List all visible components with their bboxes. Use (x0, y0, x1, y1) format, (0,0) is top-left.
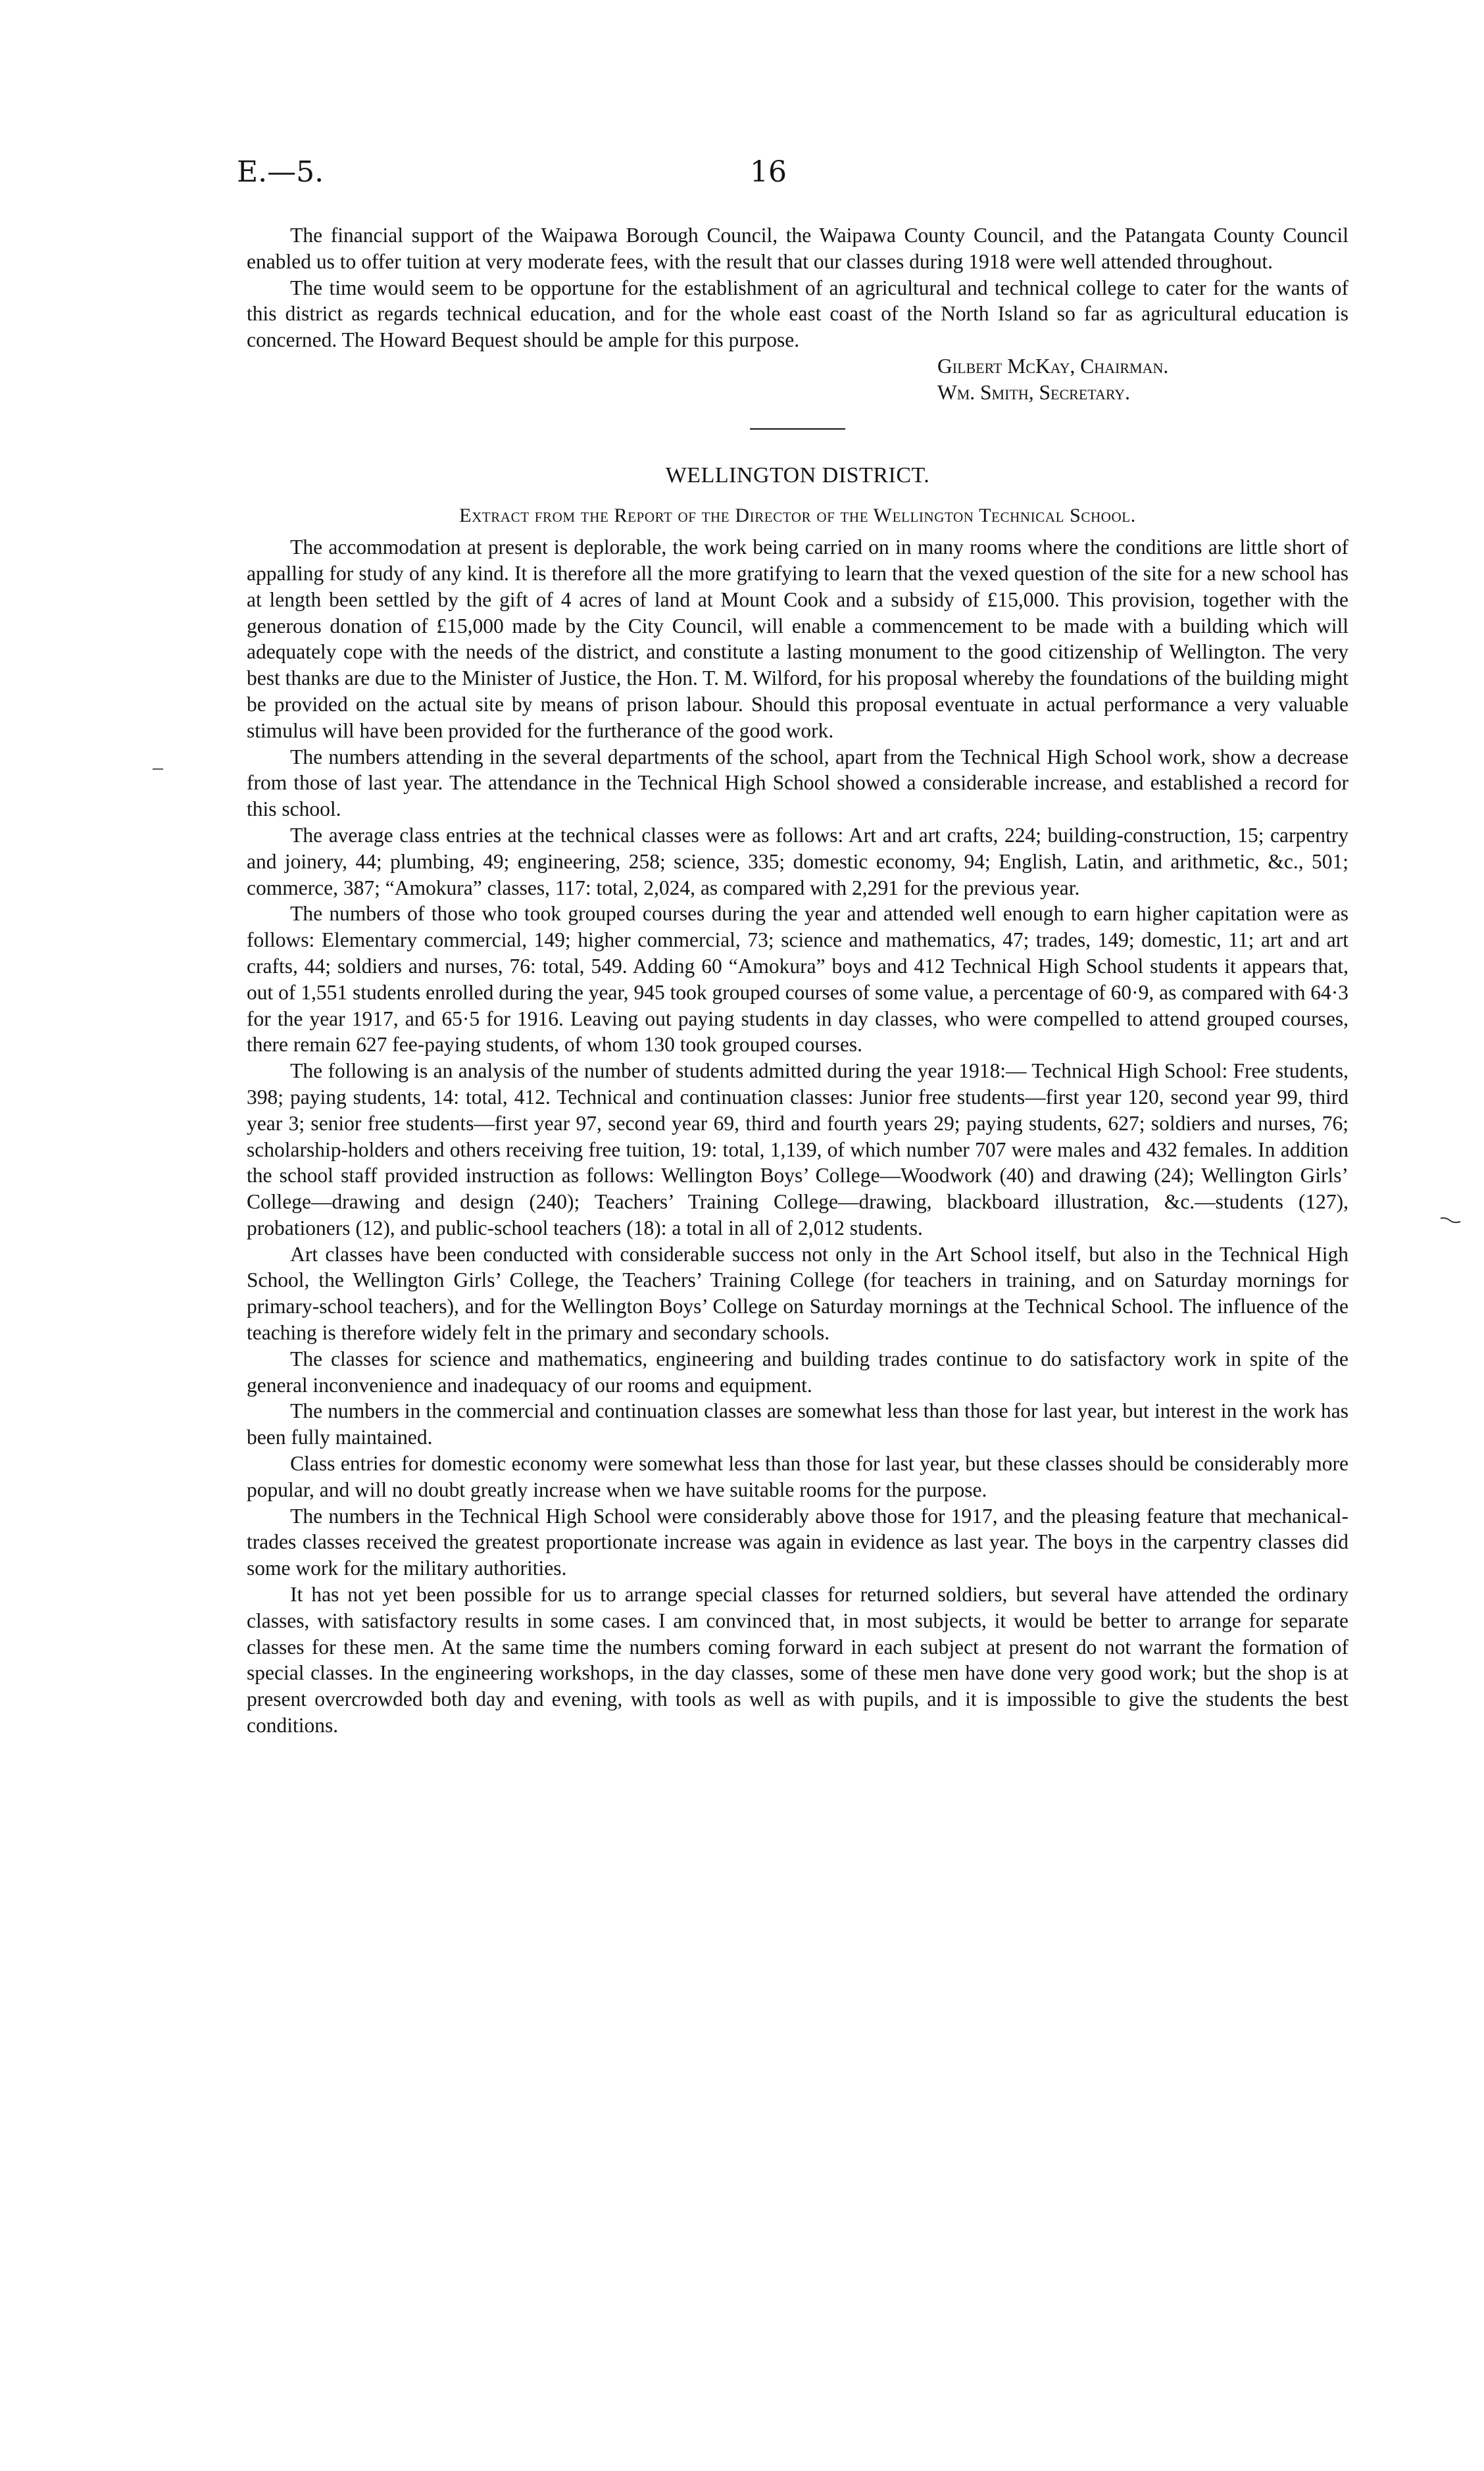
report-paragraph: The numbers in the commercial and continuation classes are somewhat less than those for last year, but interest in the work has been fully maintained. (247, 1399, 1348, 1449)
margin-mark (153, 768, 163, 770)
report-paragraph: Class entries for domestic economy were somewhat less than those for last year, but these classes should be considerably more popular, and will no doubt greatly increase when we have suitable rooms for the purpose. (247, 1452, 1348, 1501)
body-text (247, 222, 1348, 1739)
intro-paragraph: The financial support of the Waipawa Borough Council, the Waipawa County Council, and the Patangata County Council enabled us to offer tuition at very moderate fees, with the result that our classes during 1918 were well attended throughout. (247, 224, 1348, 273)
report-paragraph: The classes for science and mathematics, engineering and building trades continue to do satisfactory work in spite of the general inconvenience and inadequacy of our rooms and equipment. (247, 1347, 1348, 1397)
section-subtitle: Extract from the Report of the Director of the Wellington Technical School. (459, 505, 1136, 527)
signature-block (937, 353, 1348, 406)
signature-secretary: Wm. Smith, Secretary. (937, 380, 1131, 404)
intro-paragraph: The time would seem to be opportune for the establishment of an agricultural and technical college to cater for the wants of this district as regards technical education, and for the whole east coast of the North Island so far as agricultural education is concerned. The Howard Bequest should be ample for this purpose. (247, 276, 1348, 352)
report-paragraph: The following is an analysis of the number of students admitted during the year 1918:— Technical High School: Free students, 398; paying students, 14: total, 412. Technical and continuation classes: Junior free students—first year 120, second year 99, third year 3; senior free students—first year 97, second year 69, third and fourth years 29; paying students, 627; soldiers and nurses, 76; scholarship-holders and others receiving free tuition, 19: total, 1,139, of which number 707 were males and 432 females. In addition the school staff provided instruction as follows: Wellington Boys’ College—Woodwork (40) and drawing (24); Wellington Girls’ College—drawing and design (240); Teachers’ Training College—drawing, blackboard illustration, &c.—students (127), probationers (12), and public-school teachers (18): a total in all of 2,012 students. (247, 1059, 1348, 1239)
page-header (237, 155, 1355, 201)
section-title: WELLINGTON DISTRICT. (665, 462, 930, 487)
report-paragraph: The numbers in the Technical High School were considerably above those for 1917, and the pleasing feature that mechanical-trades classes received the greatest proportionate increase was again in evidence as last year. The boys in the carpentry classes did some work for the military authorities. (247, 1504, 1348, 1580)
margin-mark-right (1439, 1216, 1462, 1225)
report-paragraph: The numbers attending in the several departments of the school, apart from the Technical High School work, show a decrease from those of last year. The attendance in the Technical High School showed a considerable increase, and established a record for this school. (247, 745, 1348, 821)
section-divider (750, 428, 845, 430)
report-paragraph: The numbers of those who took grouped courses during the year and attended well enough to earn higher capitation were as follows: Elementary commercial, 149; higher commercial, 73; science and mathematics, 47; trades, 149; domestic, 11; art and art crafts, 44; soldiers and nurses, 76: total, 549. Adding 60 “Amokura” boys and 412 Technical High School students it appears that, out of 1,551 students enrolled during the year, 945 took grouped courses of some value, a percentage of 60·9, as compared with 64·3 for the year 1917, and 65·5 for 1916. Leaving out paying students in day classes, who were compelled to attend grouped courses, there remain 627 fee-paying students, of whom 130 took grouped courses. (247, 902, 1348, 1057)
report-paragraph: It has not yet been possible for us to arrange special classes for returned soldiers, but several have attended the ordinary classes, with satisfactory results in some cases. I am convinced that, in most subjects, it would be better to arrange for separate classes for these men. At the same time the numbers coming forward in each subject at present do not warrant the formation of special classes. In the engineering workshops, in the day classes, some of these men have done very good work; but the shop is at present overcrowded both day and evening, with tools as well as with pupils, and it is impossible to give the students the best conditions. (247, 1583, 1348, 1737)
report-paragraph: The average class entries at the technical classes were as follows: Art and art crafts, 224; building-construction, 15; carpentry and joinery, 44; plumbing, 49; engineering, 258; science, 335; domestic economy, 94; English, Latin, and arithmetic, &c., 501; commerce, 387; “Amokura” classes, 117: total, 2,024, as compared with 2,291 for the previous year. (247, 823, 1348, 899)
signature-chairman: Gilbert McKay, Chairman. (937, 354, 1169, 378)
document-reference: E.—5. (237, 155, 324, 189)
report-paragraph: Art classes have been conducted with considerable success not only in the Art School itself, but also in the Technical High School, the Wellington Girls’ College, the Teachers’ Training College (for teachers in training, and on Saturday mornings for primary-school teachers), and for the Wellington Boys’ College on Saturday mornings at the Technical School. The influence of the teaching is therefore widely felt in the primary and secondary schools. (247, 1242, 1348, 1345)
report-paragraph: The accommodation at present is deplorable, the work being carried on in many rooms where the conditions are little short of appalling for study of any kind. It is therefore all the more gratifying to learn that the vexed question of the site for a new school has at length been settled by the gift of 4 acres of land at Mount Cook and a subsidy of £15,000. This provision, together with the generous donation of £15,000 made by the City Council, will enable a commencement to be made with a building which will adequately cope with the needs of the district, and constitute a lasting monument to the good citizenship of Wellington. The very best thanks are due to the Minister of Justice, the Hon. T. M. Wilford, for his proposal whereby the foundations of the building might be provided on the actual site by means of prison labour. Should this proposal eventuate in actual performance a very valuable stimulus will have been provided for the furtherance of the good work. (247, 536, 1348, 742)
page-number: 16 (750, 155, 787, 189)
